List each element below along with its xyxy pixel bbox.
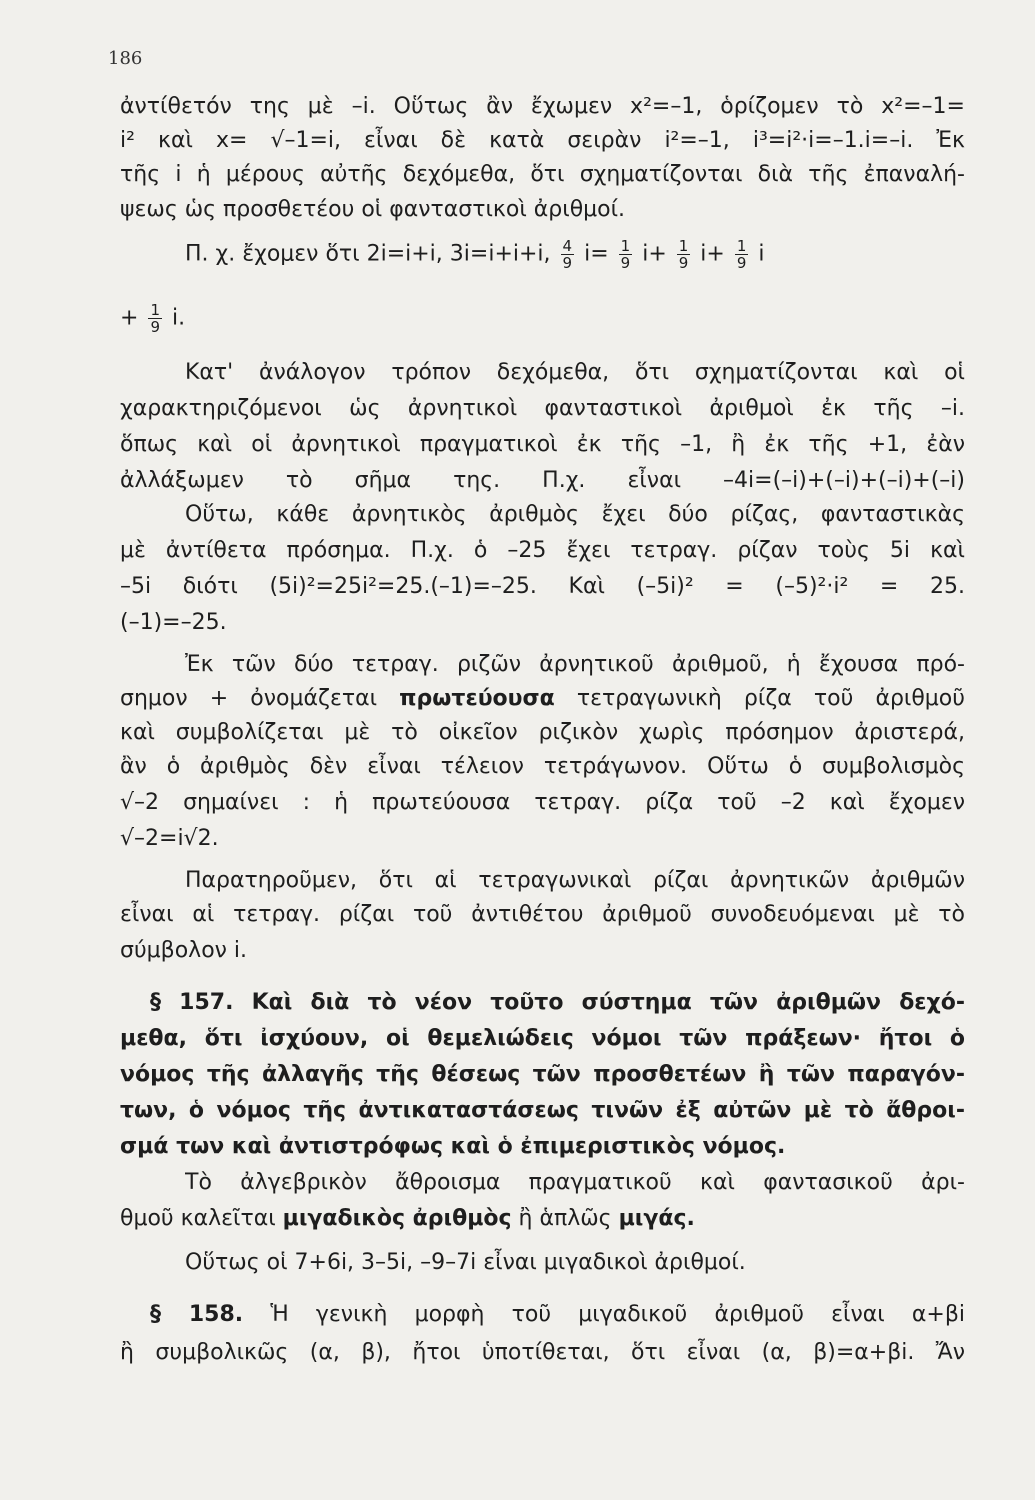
- fraction: $\frac{1}{9}$: [678, 237, 689, 272]
- text-line: Τὸ ἀλγεβρικὸν ἄθροισμα πραγματικοῦ καὶ φαντασικοῦ ἀρι-: [185, 1170, 965, 1195]
- text-line: (–1)=–25.: [120, 610, 227, 635]
- text-line: χαρακτηριζόμενοι ὡς ἀρνητικοὶ φανταστικοὶ ἀριθμοὶ ἐκ τῆς –i.: [120, 396, 965, 421]
- bold-term: μιγάς.: [618, 1206, 695, 1231]
- text-line: Οὕτω, κάθε ἀρνητικὸς ἀριθμὸς ἔχει δύο ρίζας, φανταστικὰς: [185, 502, 965, 527]
- bold-term: μιγαδικὸς ἀριθμὸς: [282, 1206, 512, 1231]
- text-line: ἀντίθετόν της μὲ –i. Οὕτως ἂν ἔχωμεν x²=–1, ὁρίζομεν τὸ x²=–1=: [120, 94, 965, 119]
- text-line: εἶναι αἱ τετραγ. ρίζαι τοῦ ἀντιθέτου ἀριθμοῦ συνοδευόμεναι μὲ τὸ: [120, 902, 965, 927]
- text-line: –5i διότι (5i)²=25i²=25.(–1)=–25. Καὶ (–5i)² = (–5)²·i² = 25.: [120, 574, 965, 599]
- text-line: σημον + ὀνομάζεται πρωτεύουσα τετραγωνικὴ ρίζα τοῦ ἀριθμοῦ: [120, 686, 965, 711]
- text-line: √–2=i√2.: [120, 826, 219, 851]
- text-line: σμά των καὶ ἀντιστρόφως καὶ ὁ ἐπιμεριστικὸς νόμος.: [120, 1134, 786, 1159]
- text-line: Ἐκ τῶν δύο τετραγ. ριζῶν ἀρνητικοῦ ἀριθμοῦ, ἡ ἔχουσα πρό-: [185, 652, 965, 677]
- page-number: 186: [108, 48, 143, 69]
- text-line: τῆς i ἡ μέρους αὐτῆς δεχόμεθα, ὅτι σχηματίζονται διὰ τῆς ἐπαναλή-: [120, 162, 965, 187]
- text-line: Οὕτως οἱ 7+6i, 3–5i, –9–7i εἶναι μιγαδικοὶ ἀριθμοί.: [185, 1250, 746, 1275]
- section-158-line: § 158. Ἡ γενικὴ μορφὴ τοῦ μιγαδικοῦ ἀριθμοῦ εἶναι α+βi: [150, 1302, 965, 1327]
- text-line: μὲ ἀντίθετα πρόσημα. Π.χ. ὁ –25 ἔχει τετραγ. ρίζαν τοὺς 5i καὶ: [120, 538, 965, 563]
- text-line: Παρατηροῦμεν, ὅτι αἱ τετραγωνικαὶ ρίζαι ἀρνητικῶν ἀριθμῶν: [185, 868, 965, 893]
- text-line: νόμος τῆς ἀλλαγῆς τῆς θέσεως τῶν προσθετέων ἢ τῶν παραγόν-: [120, 1062, 965, 1087]
- example-text: Π. χ. ἔχομεν ὅτι 2i=i+i, 3i=i+i+i,: [185, 241, 551, 267]
- fraction: $\frac{4}{9}$: [562, 237, 573, 272]
- text-line: ὅπως καὶ οἱ ἀρνητικοὶ πραγματικοὶ ἐκ τῆς –1, ἢ ἐκ τῆς +1, ἐὰν: [120, 432, 965, 457]
- fraction: $\frac{1}{9}$: [620, 237, 631, 272]
- text-line: i² καὶ x= √–1=i, εἶναι δὲ κατὰ σειρὰν i²=–1, i³=i²·i=–1.i=–i. Ἐκ: [120, 128, 965, 153]
- bold-term: πρωτεύουσα: [399, 686, 555, 711]
- text-line: Κατ' ἀνάλογον τρόπον δεχόμεθα, ὅτι σχηματίζονται καὶ οἱ: [185, 360, 965, 385]
- fraction: $\frac{1}{9}$: [736, 237, 747, 272]
- section-157-heading: § 157. Καὶ διὰ τὸ νέον τοῦτο σύστημα τῶν ἀριθμῶν δεχό-: [150, 990, 965, 1015]
- text-line: θμοῦ καλεῖται μιγαδικὸς ἀριθμὸς ἢ ἁπλῶς μιγάς.: [120, 1206, 695, 1231]
- example-line-cont: + $\frac{1}{9}$ i.: [120, 301, 186, 336]
- text-line: ψεως ὡς προσθετέου οἱ φανταστικοὶ ἀριθμοί.: [120, 197, 626, 222]
- text-line: ἀλλάξωμεν τὸ σῆμα της. Π.χ. εἶναι –4i=(–i)+(–i)+(–i)+(–i): [120, 468, 965, 493]
- example-line: Π. χ. ἔχομεν ὅτι 2i=i+i, 3i=i+i+i, $\frac{4}{9}$ i= $\frac{1}{9}$ i+ $\frac{1}{9}$ i+ $\frac{1}{9}$ i: [185, 237, 765, 272]
- text-line: ἢ συμβολικῶς (α, β), ἤτοι ὑποτίθεται, ὅτι εἶναι (α, β)=α+βi. Ἄν: [120, 1340, 965, 1365]
- text-line: καὶ συμβολίζεται μὲ τὸ οἰκεῖον ριζικὸν χωρὶς πρόσημον ἀριστερά,: [120, 720, 965, 745]
- text-line: των, ὁ νόμος τῆς ἀντικαταστάσεως τινῶν ἐξ αὐτῶν μὲ τὸ ἄθροι-: [120, 1098, 965, 1123]
- text-line: ἂν ὁ ἀριθμὸς δὲν εἶναι τέλειον τετράγωνον. Οὕτω ὁ συμβολισμὸς: [120, 754, 965, 779]
- text-line: √–2 σημαίνει : ἡ πρωτεύουσα τετραγ. ρίζα τοῦ –2 καὶ ἔχομεν: [120, 790, 965, 815]
- section-158-label: § 158.: [150, 1302, 244, 1327]
- text-line: σύμβολον i.: [120, 938, 248, 963]
- text-line: μεθα, ὅτι ἰσχύουν, οἱ θεμελιώδεις νόμοι τῶν πράξεων· ἤτοι ὁ: [120, 1026, 965, 1051]
- fraction: $\frac{1}{9}$: [150, 301, 160, 336]
